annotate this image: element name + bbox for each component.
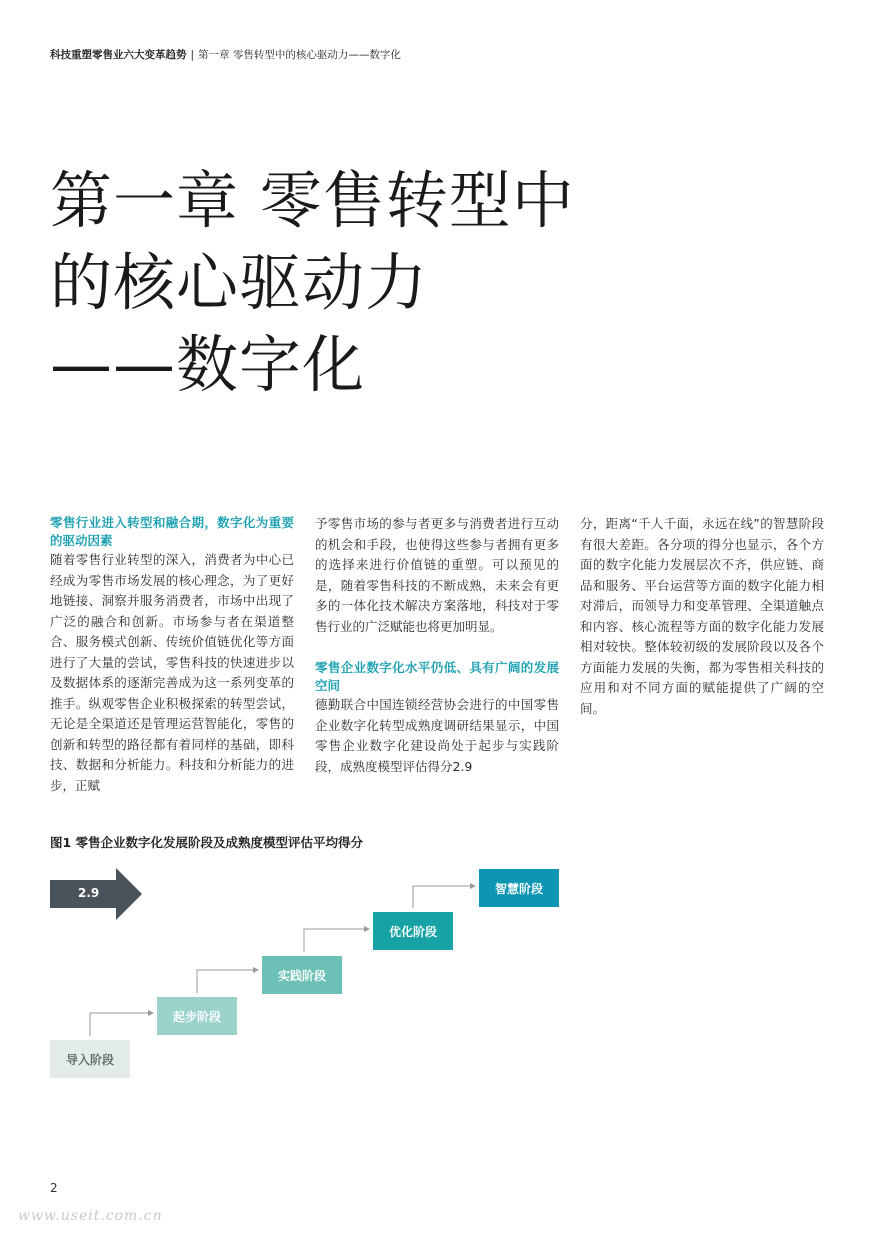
chapter-title-line2: 的核心驱动力	[50, 246, 429, 319]
section-body-2: 德勤联合中国连锁经营协会进行的中国零售企业数字化转型成熟度调研结果显示，中国零售企业数字化建设尚处于起步与实践阶段，成熟度模型评估得分2.9	[315, 697, 559, 774]
score-arrow	[50, 868, 142, 920]
section-body-1-continued: 予零售市场的参与者更多与消费者进行互动的机会和手段，也使得这些参与者拥有更多的选择来进行价值链的重塑。可以预见的是，随着零售科技的不断成熟，未来会有更多的一体化技术解决方案落地，科技对于零售行业的广泛赋能也将更加明显。	[315, 516, 559, 634]
stage-optimize: 优化阶段	[373, 912, 453, 950]
chapter-title	[50, 160, 575, 406]
text-column-3	[580, 514, 824, 719]
chapter-title-line3: ——数字化	[50, 328, 366, 401]
section-body-2-continued: 分，距离“千人千面，永远在线”的智慧阶段有很大差距。各分项的得分也显示，各个方面的数字化能力发展层次不齐，供应链、商品和服务、平台运营等方面的数字化能力相对滞后，而领导力和变革管理、全渠道触点和内容、核心流程等方面的数字化能力发展相对较快。整体较初级的发展阶段以及各个方面能力发展的失衡，都为零售相关科技的应用和对不同方面的赋能提供了广阔的空间。	[580, 516, 824, 716]
stage-intro: 导入阶段	[50, 1040, 130, 1078]
watermark: www.useit.com.cn	[18, 1208, 163, 1224]
stage-smart: 智慧阶段	[479, 869, 559, 907]
page-number: 2	[50, 1181, 58, 1195]
section-heading-2: 零售企业数字化水平仍低、具有广阔的发展空间	[315, 660, 559, 693]
stage-practice: 实践阶段	[262, 956, 342, 994]
text-column-2	[315, 514, 559, 777]
chapter-title-line1: 第一章 零售转型中	[50, 164, 575, 237]
score-value: 2.9	[78, 886, 100, 900]
section-heading-1: 零售行业进入转型和融合期，数字化为重要的驱动因素	[50, 515, 294, 548]
header-divider: |	[190, 49, 195, 61]
report-title: 科技重塑零售业六大变革趋势	[50, 49, 187, 61]
chapter-subtitle: 第一章 零售转型中的核心驱动力——数字化	[198, 49, 401, 61]
section-body-1: 随着零售行业转型的深入，消费者为中心已经成为零售市场发展的核心理念，为了更好地链接、洞察并服务消费者，市场中出现了广泛的融合和创新。市场参与者在渠道整合、服务模式创新、传统价值链优化等方面进行了大量的尝试，零售科技的快速进步以及数据体系的逐渐完善成为这一系列变革的推手。纵观零售企业积极探索的转型尝试，无论是全渠道还是管理运营智能化，零售的创新和转型的路径都有着同样的基础，即科技、数据和分析能力。科技和分析能力的进步，正赋	[50, 552, 294, 793]
stage-start: 起步阶段	[157, 997, 237, 1035]
figure-title: 图1 零售企业数字化发展阶段及成熟度模型评估平均得分	[50, 835, 364, 850]
running-header	[50, 47, 401, 62]
text-column-1	[50, 514, 294, 796]
